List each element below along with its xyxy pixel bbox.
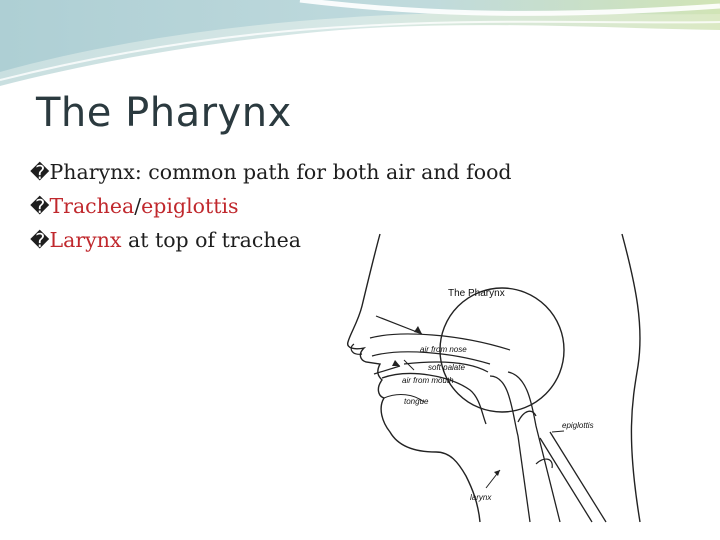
label-epiglottis: epiglottis: [562, 421, 594, 430]
label-air-from-mouth: air from mouth: [402, 376, 454, 385]
bullet-separator: /: [134, 194, 142, 218]
header-decoration: [0, 0, 720, 90]
bullet-item: [30, 190, 590, 224]
diagram-title: The Pharynx: [448, 288, 505, 299]
bullet-text: Pharynx: common path for both air and food: [49, 160, 512, 184]
label-air-from-nose: air from nose: [420, 345, 467, 354]
bullet-marker-icon: �: [30, 162, 50, 184]
bullet-marker-icon: �: [30, 196, 50, 218]
label-tongue: tongue: [404, 397, 429, 406]
bullet-term-epiglottis: epiglottis: [141, 194, 239, 218]
bullet-term-larynx: Larynx: [49, 228, 122, 252]
label-larynx: larynx: [470, 493, 492, 502]
pharynx-diagram: [340, 226, 662, 526]
bullet-text: at top of trachea: [121, 228, 301, 252]
bullet-marker-icon: �: [30, 230, 50, 252]
bullet-term-trachea: Trachea: [49, 194, 135, 218]
bullet-item: [30, 156, 590, 190]
label-soft-palate: soft palate: [428, 363, 465, 372]
slide-title: The Pharynx: [36, 90, 292, 136]
